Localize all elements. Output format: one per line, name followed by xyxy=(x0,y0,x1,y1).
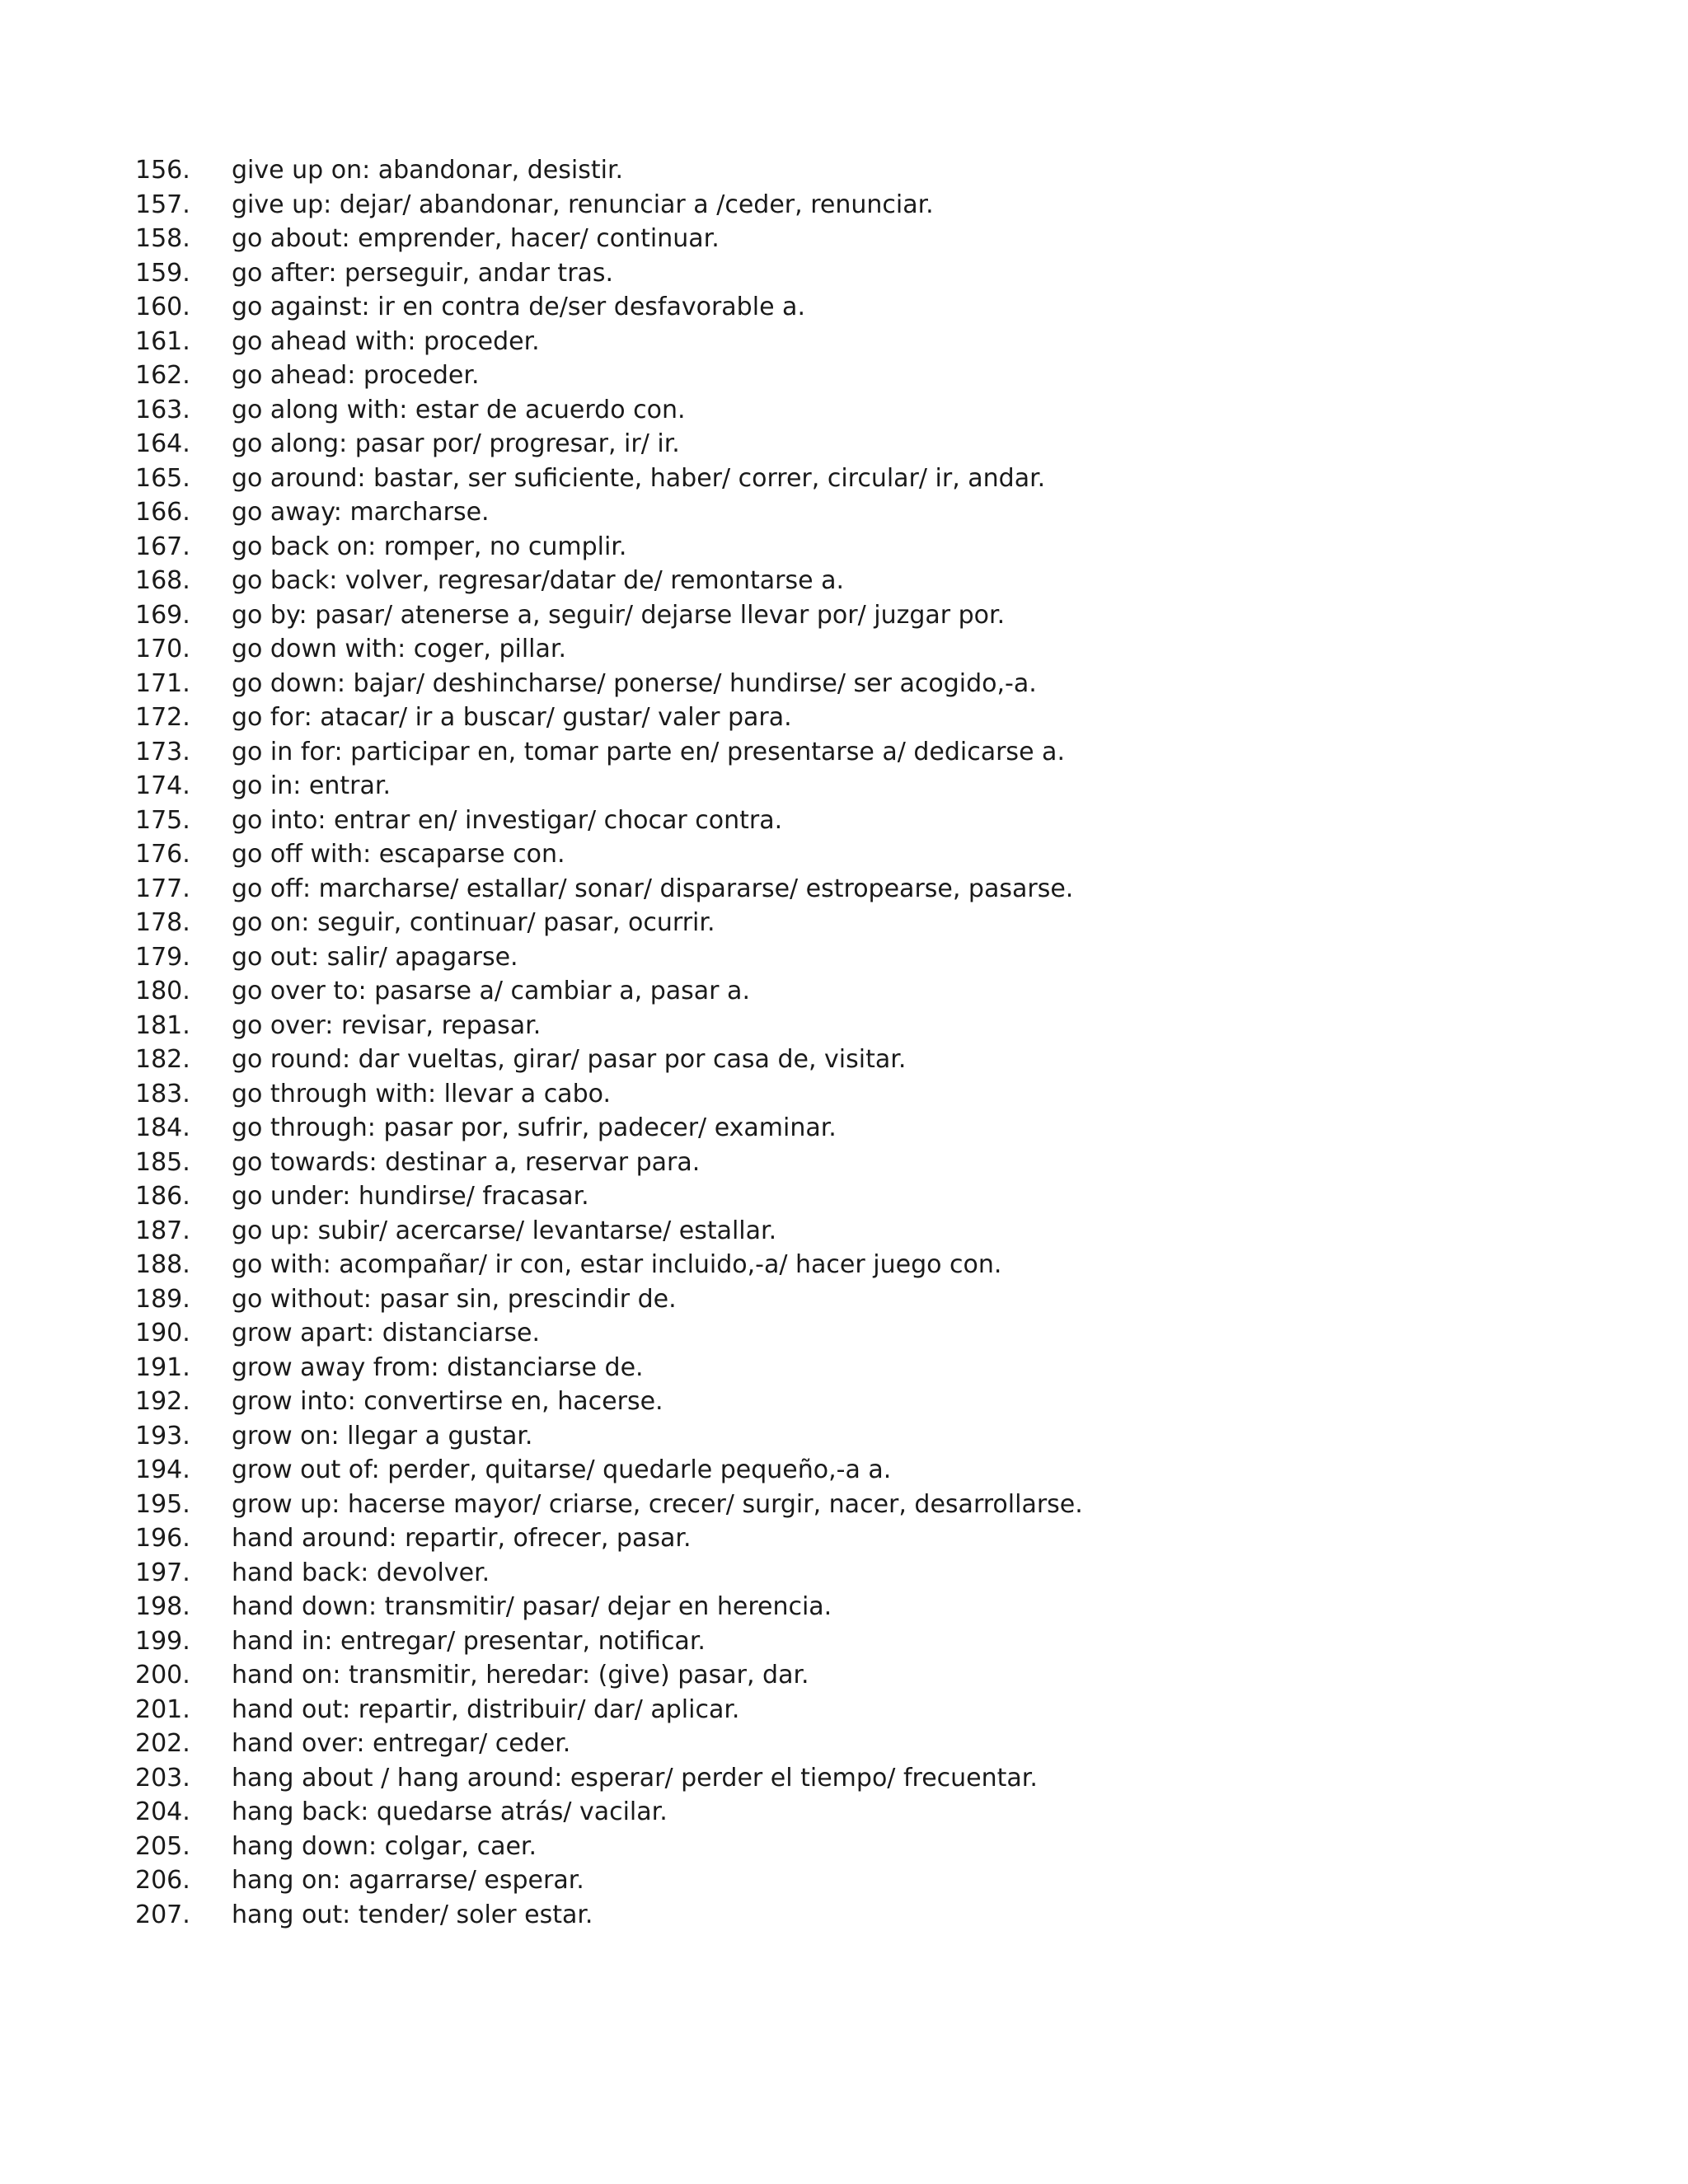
entry-number: 207. xyxy=(135,1900,190,1929)
list-item xyxy=(135,1282,1619,1317)
entry-number: 171. xyxy=(135,668,190,698)
list-item xyxy=(135,290,1619,325)
entry-text: grow out of: perder, quitarse/ quedarle pequeño,-a a. xyxy=(232,1455,892,1484)
entry-number: 160. xyxy=(135,293,190,321)
list-item xyxy=(135,188,1619,223)
entry-number: 173. xyxy=(135,737,190,766)
entry-number: 167. xyxy=(135,532,190,561)
entry-text: hang about / hang around: esperar/ perder el tiempo/ frecuentar. xyxy=(232,1763,1038,1793)
list-item xyxy=(135,393,1619,428)
entry-number: 156. xyxy=(135,156,190,185)
list-item xyxy=(135,359,1619,393)
list-item xyxy=(135,1795,1619,1830)
entry-text: go on: seguir, continuar/ pasar, ocurrir. xyxy=(232,908,715,937)
entry-number: 157. xyxy=(135,190,190,219)
list-item xyxy=(135,1898,1619,1933)
entry-number: 190. xyxy=(135,1319,190,1347)
entry-number: 183. xyxy=(135,1079,190,1108)
entry-number: 172. xyxy=(135,703,190,732)
entry-number: 162. xyxy=(135,361,190,390)
entry-text: go along with: estar de acuerdo con. xyxy=(232,395,686,424)
list-item xyxy=(135,906,1619,940)
list-item xyxy=(135,564,1619,598)
entry-number: 206. xyxy=(135,1866,190,1895)
entry-text: hang out: tender/ soler estar. xyxy=(232,1900,593,1929)
list-item xyxy=(135,1590,1619,1624)
list-item xyxy=(135,1556,1619,1591)
entry-number: 158. xyxy=(135,224,190,253)
entry-text: grow away from: distanciarse de. xyxy=(232,1352,644,1382)
entry-text: hand in: entregar/ presentar, notificar. xyxy=(232,1626,706,1656)
entry-text: give up: dejar/ abandonar, renunciar a /ceder, renunciar. xyxy=(232,190,934,219)
entry-text: hang on: agarrarse/ esperar. xyxy=(232,1866,584,1895)
list-item xyxy=(135,632,1619,667)
list-item xyxy=(135,1385,1619,1419)
entry-number: 182. xyxy=(135,1045,190,1074)
entry-text: give up on: abandonar, desistir. xyxy=(232,156,624,185)
entry-number: 169. xyxy=(135,600,190,630)
list-item xyxy=(135,153,1619,188)
list-item xyxy=(135,940,1619,975)
entry-text: go ahead with: proceder. xyxy=(232,326,540,356)
entry-number: 163. xyxy=(135,395,190,424)
entry-text: go ahead: proceder. xyxy=(232,361,480,390)
entry-text: go up: subir/ acercarse/ levantarse/ estallar. xyxy=(232,1216,777,1245)
entry-text: go for: atacar/ ir a buscar/ gustar/ valer para. xyxy=(232,703,792,732)
entry-text: go over: revisar, repasar. xyxy=(232,1010,542,1040)
entry-number: 168. xyxy=(135,566,190,595)
entry-text: hang back: quedarse atrás/ vacilar. xyxy=(232,1797,668,1826)
entry-number: 194. xyxy=(135,1455,190,1484)
list-item xyxy=(135,974,1619,1009)
entry-number: 179. xyxy=(135,942,190,972)
list-item xyxy=(135,1727,1619,1761)
entry-text: go out: salir/ apagarse. xyxy=(232,942,518,972)
list-item xyxy=(135,1351,1619,1385)
list-item xyxy=(135,1043,1619,1077)
list-item xyxy=(135,1693,1619,1727)
list-item xyxy=(135,837,1619,872)
list-item xyxy=(135,1488,1619,1522)
entry-number: 178. xyxy=(135,908,190,937)
entry-text: grow into: convertirse en, hacerse. xyxy=(232,1387,663,1416)
entry-number: 180. xyxy=(135,977,190,1005)
entry-text: go around: bastar, ser suficiente, haber/ correr, circular/ ir, andar. xyxy=(232,463,1046,493)
entry-text: hand over: entregar/ ceder. xyxy=(232,1729,571,1758)
list-item xyxy=(135,1453,1619,1488)
list-item xyxy=(135,701,1619,735)
entry-text: go after: perseguir, andar tras. xyxy=(232,258,614,288)
entry-number: 164. xyxy=(135,429,190,458)
list-item xyxy=(135,1111,1619,1146)
list-item xyxy=(135,462,1619,496)
entry-number: 195. xyxy=(135,1489,190,1519)
entry-text: go into: entrar en/ investigar/ chocar contra. xyxy=(232,805,783,835)
entry-number: 188. xyxy=(135,1250,190,1279)
entry-text: go under: hundirse/ fracasar. xyxy=(232,1182,589,1211)
entry-number: 200. xyxy=(135,1661,190,1690)
entry-number: 199. xyxy=(135,1626,190,1656)
entry-number: 161. xyxy=(135,326,190,356)
entry-text: go towards: destinar a, reservar para. xyxy=(232,1147,701,1177)
entry-number: 189. xyxy=(135,1284,190,1314)
list-item xyxy=(135,1658,1619,1693)
entry-text: go through with: llevar a cabo. xyxy=(232,1079,611,1108)
entry-text: hang down: colgar, caer. xyxy=(232,1831,537,1861)
entry-number: 159. xyxy=(135,258,190,288)
entry-text: grow apart: distanciarse. xyxy=(232,1319,541,1347)
entry-text: grow up: hacerse mayor/ criarse, crecer/ surgir, nacer, desarrollarse. xyxy=(232,1489,1083,1519)
entry-number: 196. xyxy=(135,1524,190,1553)
entry-number: 191. xyxy=(135,1352,190,1382)
entry-text: go round: dar vueltas, girar/ pasar por casa de, visitar. xyxy=(232,1045,907,1074)
entry-text: go against: ir en contra de/ser desfavorable a. xyxy=(232,293,805,321)
entry-number: 177. xyxy=(135,874,190,903)
entry-text: go over to: pasarse a/ cambiar a, pasar a. xyxy=(232,977,750,1005)
entry-text: go with: acompañar/ ir con, estar incluido,-a/ hacer juego con. xyxy=(232,1250,1002,1279)
entry-number: 197. xyxy=(135,1558,190,1587)
entry-text: go off: marcharse/ estallar/ sonar/ dispararse/ estropearse, pasarse. xyxy=(232,874,1074,903)
entry-number: 166. xyxy=(135,498,190,527)
entry-text: go in: entrar. xyxy=(232,771,391,800)
entry-number: 198. xyxy=(135,1592,190,1621)
entry-text: go away: marcharse. xyxy=(232,498,490,527)
list-item xyxy=(135,1624,1619,1659)
entry-number: 174. xyxy=(135,771,190,800)
entry-number: 201. xyxy=(135,1694,190,1724)
list-item xyxy=(135,427,1619,462)
list-item xyxy=(135,667,1619,701)
entry-number: 202. xyxy=(135,1729,190,1758)
entry-text: go back: volver, regresar/datar de/ remontarse a. xyxy=(232,566,845,595)
list-item xyxy=(135,1214,1619,1249)
entry-number: 186. xyxy=(135,1182,190,1211)
entry-text: hand around: repartir, ofrecer, pasar. xyxy=(232,1524,692,1553)
phrasal-verb-list xyxy=(135,153,1619,1932)
list-item xyxy=(135,1830,1619,1864)
entry-text: go about: emprender, hacer/ continuar. xyxy=(232,224,720,253)
entry-number: 192. xyxy=(135,1387,190,1416)
entry-text: hand down: transmitir/ pasar/ dejar en herencia. xyxy=(232,1592,832,1621)
list-item xyxy=(135,1179,1619,1214)
entry-text: go through: pasar por, sufrir, padecer/ examinar. xyxy=(232,1113,837,1142)
entry-text: go down with: coger, pillar. xyxy=(232,635,567,663)
list-item xyxy=(135,804,1619,838)
entry-text: hand out: repartir, distribuir/ dar/ aplicar. xyxy=(232,1694,740,1724)
entry-text: go by: pasar/ atenerse a, seguir/ dejarse llevar por/ juzgar por. xyxy=(232,600,1006,630)
entry-text: go off with: escaparse con. xyxy=(232,840,565,869)
list-item xyxy=(135,1761,1619,1796)
list-item xyxy=(135,769,1619,804)
list-item xyxy=(135,1248,1619,1282)
entry-number: 181. xyxy=(135,1010,190,1040)
list-item xyxy=(135,530,1619,565)
entry-number: 165. xyxy=(135,463,190,493)
entry-number: 170. xyxy=(135,635,190,663)
entry-number: 193. xyxy=(135,1421,190,1451)
list-item xyxy=(135,1009,1619,1043)
list-item xyxy=(135,1077,1619,1112)
entry-text: go in for: participar en, tomar parte en/ presentarse a/ dedicarse a. xyxy=(232,737,1065,766)
entry-number: 184. xyxy=(135,1113,190,1142)
list-item xyxy=(135,222,1619,256)
list-item xyxy=(135,325,1619,359)
entry-number: 204. xyxy=(135,1797,190,1826)
list-item xyxy=(135,872,1619,907)
entry-number: 205. xyxy=(135,1831,190,1861)
list-item xyxy=(135,256,1619,291)
entry-number: 176. xyxy=(135,840,190,869)
entry-text: go along: pasar por/ progresar, ir/ ir. xyxy=(232,429,680,458)
entry-number: 187. xyxy=(135,1216,190,1245)
entry-text: hand back: devolver. xyxy=(232,1558,490,1587)
list-item xyxy=(135,1146,1619,1180)
entry-text: go back on: romper, no cumplir. xyxy=(232,532,627,561)
list-item xyxy=(135,735,1619,770)
list-item xyxy=(135,598,1619,633)
entry-text: go without: pasar sin, prescindir de. xyxy=(232,1284,677,1314)
entry-text: hand on: transmitir, heredar: (give) pasar, dar. xyxy=(232,1661,809,1690)
entry-text: go down: bajar/ deshincharse/ ponerse/ hundirse/ ser acogido,-a. xyxy=(232,668,1037,698)
entry-number: 203. xyxy=(135,1763,190,1793)
entry-number: 185. xyxy=(135,1147,190,1177)
list-item xyxy=(135,1863,1619,1898)
list-item xyxy=(135,1419,1619,1454)
entry-text: grow on: llegar a gustar. xyxy=(232,1421,533,1451)
list-item xyxy=(135,1316,1619,1351)
list-item xyxy=(135,1521,1619,1556)
entry-number: 175. xyxy=(135,805,190,835)
list-item xyxy=(135,495,1619,530)
